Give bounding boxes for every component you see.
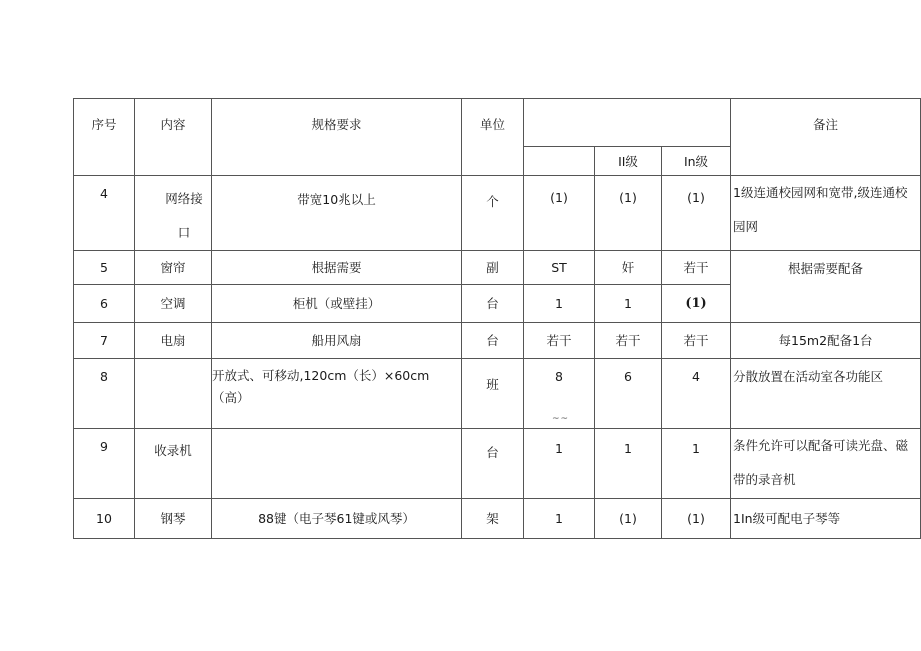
row-spec: 带宽10兆以上 xyxy=(212,176,462,251)
row-content: 钢琴 xyxy=(135,499,212,539)
row-seq: 6 xyxy=(74,285,135,323)
row-level1: (1) xyxy=(524,176,595,251)
header-level-group xyxy=(524,99,731,147)
row-content: 收录机 xyxy=(135,429,212,499)
row-remark: 每15m2配备1台 xyxy=(731,323,921,359)
row-seq: 9 xyxy=(74,429,135,499)
row-remark: 根据需要配备 xyxy=(731,251,921,323)
row-level3: 若干 xyxy=(662,251,731,285)
smudge-mark: ~~ xyxy=(552,414,570,424)
row-remark: 1级连通校园网和宽带,级连通校园网 xyxy=(731,176,921,251)
row-level3: (1) xyxy=(662,285,731,323)
row-content: 空调 xyxy=(135,285,212,323)
header-level1 xyxy=(524,147,595,176)
row-level2: (1) xyxy=(595,176,662,251)
row-remark: 条件允许可以配备可读光盘、磁带的录音机 xyxy=(731,429,921,499)
row-content xyxy=(135,359,212,429)
row-level2: 1 xyxy=(595,285,662,323)
row-level2: 1 xyxy=(595,429,662,499)
row-level2: (1) xyxy=(595,499,662,539)
row-spec: 根据需要 xyxy=(212,251,462,285)
header-seq: 序号 xyxy=(74,99,135,176)
row-seq: 10 xyxy=(74,499,135,539)
row-spec: 船用风扇 xyxy=(212,323,462,359)
row-level3: 若干 xyxy=(662,323,731,359)
row-remark: 1In级可配电子琴等 xyxy=(731,499,921,539)
row-level3: 1 xyxy=(662,429,731,499)
row-level1: 1 xyxy=(524,285,595,323)
table-row xyxy=(74,251,921,285)
row-unit: 班 xyxy=(462,359,524,429)
row-level2: 6 xyxy=(595,359,662,429)
row-unit: 台 xyxy=(462,323,524,359)
equipment-table xyxy=(73,98,921,539)
header-unit: 单位 xyxy=(462,99,524,176)
row-unit: 台 xyxy=(462,285,524,323)
row-seq: 5 xyxy=(74,251,135,285)
row-level1: 1 xyxy=(524,429,595,499)
row-seq: 4 xyxy=(74,176,135,251)
row-spec: 柜机（或壁挂） xyxy=(212,285,462,323)
row-spec-text: 开放式、可移动,120cm（长）×60cm（高） xyxy=(212,368,430,405)
table-row xyxy=(74,359,921,429)
table-row xyxy=(74,429,921,499)
table-row xyxy=(74,323,921,359)
row-level3: (1) xyxy=(662,176,731,251)
row-level1: 8 xyxy=(524,359,595,429)
row-spec: 88键（电子琴61键或风琴） xyxy=(212,499,462,539)
row-seq: 7 xyxy=(74,323,135,359)
row-seq: 8 xyxy=(74,359,135,429)
row-spec xyxy=(212,429,462,499)
row-unit: 架 xyxy=(462,499,524,539)
row-content: 窗帘 xyxy=(135,251,212,285)
row-level1: ST xyxy=(524,251,595,285)
row-unit: 副 xyxy=(462,251,524,285)
row-level3: (1) xyxy=(662,499,731,539)
row-level1: 1 xyxy=(524,499,595,539)
row-level1: 若干 xyxy=(524,323,595,359)
header-level2: II级 xyxy=(595,147,662,176)
row-unit: 个 xyxy=(462,176,524,251)
row-content: 电扇 xyxy=(135,323,212,359)
row-level2: 若干 xyxy=(595,323,662,359)
header-level3: In级 xyxy=(662,147,731,176)
header-content: 内容 xyxy=(135,99,212,176)
row-unit: 台 xyxy=(462,429,524,499)
row-spec xyxy=(212,359,570,429)
header-remark: 备注 xyxy=(731,99,921,176)
row-remark: 分散放置在活动室各功能区 xyxy=(731,359,921,429)
row-level3: 4 xyxy=(662,359,731,429)
table-row xyxy=(74,499,921,539)
table-row xyxy=(74,176,921,251)
header-spec: 规格要求 xyxy=(212,99,462,176)
row-level2: 奸 xyxy=(595,251,662,285)
row-content: 网络接口 xyxy=(135,176,212,251)
